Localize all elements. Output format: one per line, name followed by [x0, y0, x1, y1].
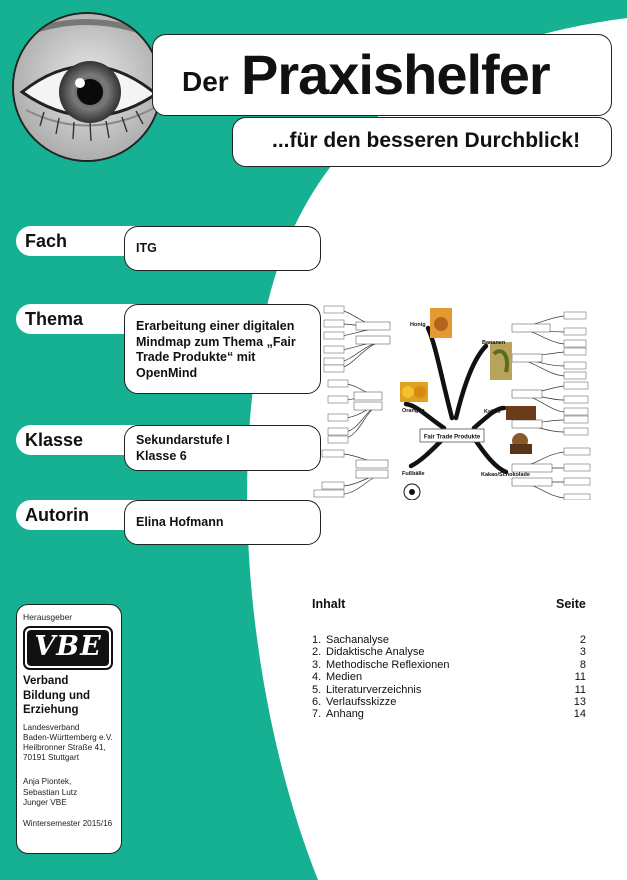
fach-value: ITG [136, 241, 157, 255]
toc-num: 4. [312, 671, 322, 684]
klasse-line1: Sekundarstufe I [136, 433, 230, 447]
org-line: Erziehung [23, 704, 79, 716]
toc-num: 2. [312, 646, 322, 659]
address-line: Heilbronner Straße 41, [23, 742, 106, 752]
people-line: Junger VBE [23, 797, 67, 807]
org-line: Verband [23, 675, 69, 687]
publisher-box [16, 604, 122, 854]
toc-page: 11 [574, 671, 586, 684]
address-line: Landesverband [23, 722, 80, 732]
publisher-org [23, 674, 115, 718]
toc-num: 5. [312, 683, 322, 696]
toc-heading: Inhalt [312, 597, 346, 611]
autorin-label: Autorin [16, 500, 166, 530]
klasse-field [124, 425, 321, 471]
toc-title: Medien [326, 671, 363, 684]
toc-row [312, 659, 586, 671]
subtitle: ...für den besseren Durchblick! [272, 129, 581, 152]
toc-page: 11 [574, 683, 586, 696]
title-der: Der [182, 66, 229, 97]
toc-num: 7. [312, 708, 322, 721]
eye-photo [12, 12, 162, 162]
toc-row [312, 708, 586, 720]
thema-field [124, 304, 321, 394]
publisher-address [23, 723, 115, 764]
mindmap-branch-kaffee: Kaffee [484, 409, 501, 415]
toc-row [312, 684, 586, 696]
toc-row [312, 671, 586, 683]
mindmap-center-label: Fair Trade Produkte [423, 434, 481, 441]
toc-page: 14 [573, 708, 586, 721]
mindmap-image [306, 296, 600, 500]
toc-title: Didaktische Analyse [326, 646, 425, 659]
toc-num: 1. [312, 634, 322, 646]
toc-num: 6. [312, 696, 322, 709]
publisher-heading: Herausgeber [23, 612, 73, 622]
table-of-contents [312, 634, 586, 721]
mindmap-branch-orangen: Orangen [402, 408, 425, 414]
toc-page: 8 [579, 658, 586, 671]
vbe-logo [23, 626, 113, 670]
klasse-line2: Klasse 6 [136, 448, 187, 463]
toc-page: 3 [579, 646, 586, 659]
mindmap-branch-honig: Honig [410, 322, 426, 328]
toc-title: Verlaufsskizze [326, 696, 397, 709]
publisher-people [23, 777, 115, 808]
mindmap-branch-kakao: Kakao/Schokolade [481, 472, 530, 478]
fach-label: Fach [16, 226, 166, 256]
toc-num: 3. [312, 658, 322, 671]
address-line: 70191 Stuttgart [23, 753, 79, 763]
address-line: Baden-Württemberg e.V. [23, 732, 113, 742]
publisher-semester: Wintersemester 2015/16 [23, 818, 113, 828]
page-title: Praxishelfer [241, 43, 550, 106]
vbe-logo-text: VBE [27, 630, 109, 666]
toc-title: Anhang [326, 708, 364, 721]
autorin-value: Elina Hofmann [136, 515, 224, 529]
people-line: Anja Piontek, [23, 777, 72, 787]
toc-page-heading: Seite [556, 597, 586, 611]
mindmap-branch-bananen: Bananen [482, 340, 506, 346]
toc-row [312, 696, 586, 708]
thema-value: Erarbeitung einer digitalen Mindmap zum Thema „Fair Trade Produkte“ mit OpenMind [136, 319, 296, 380]
mindmap-branch-fussbaelle: Fußbälle [402, 471, 425, 477]
thema-label: Thema [16, 304, 166, 334]
klasse-label: Klasse [16, 425, 166, 455]
org-line: Bildung und [23, 689, 91, 702]
toc-row [312, 646, 586, 658]
toc-page: 2 [579, 634, 586, 646]
people-line: Sebastian Lutz [23, 787, 78, 797]
toc-row [312, 634, 586, 646]
fach-field [124, 226, 321, 271]
toc-title: Methodische Reflexionen [326, 658, 450, 671]
toc-title: Sachanalyse [326, 634, 389, 646]
toc-page: 13 [573, 696, 586, 709]
autorin-field [124, 500, 321, 545]
toc-title: Literaturverzeichnis [326, 683, 422, 696]
